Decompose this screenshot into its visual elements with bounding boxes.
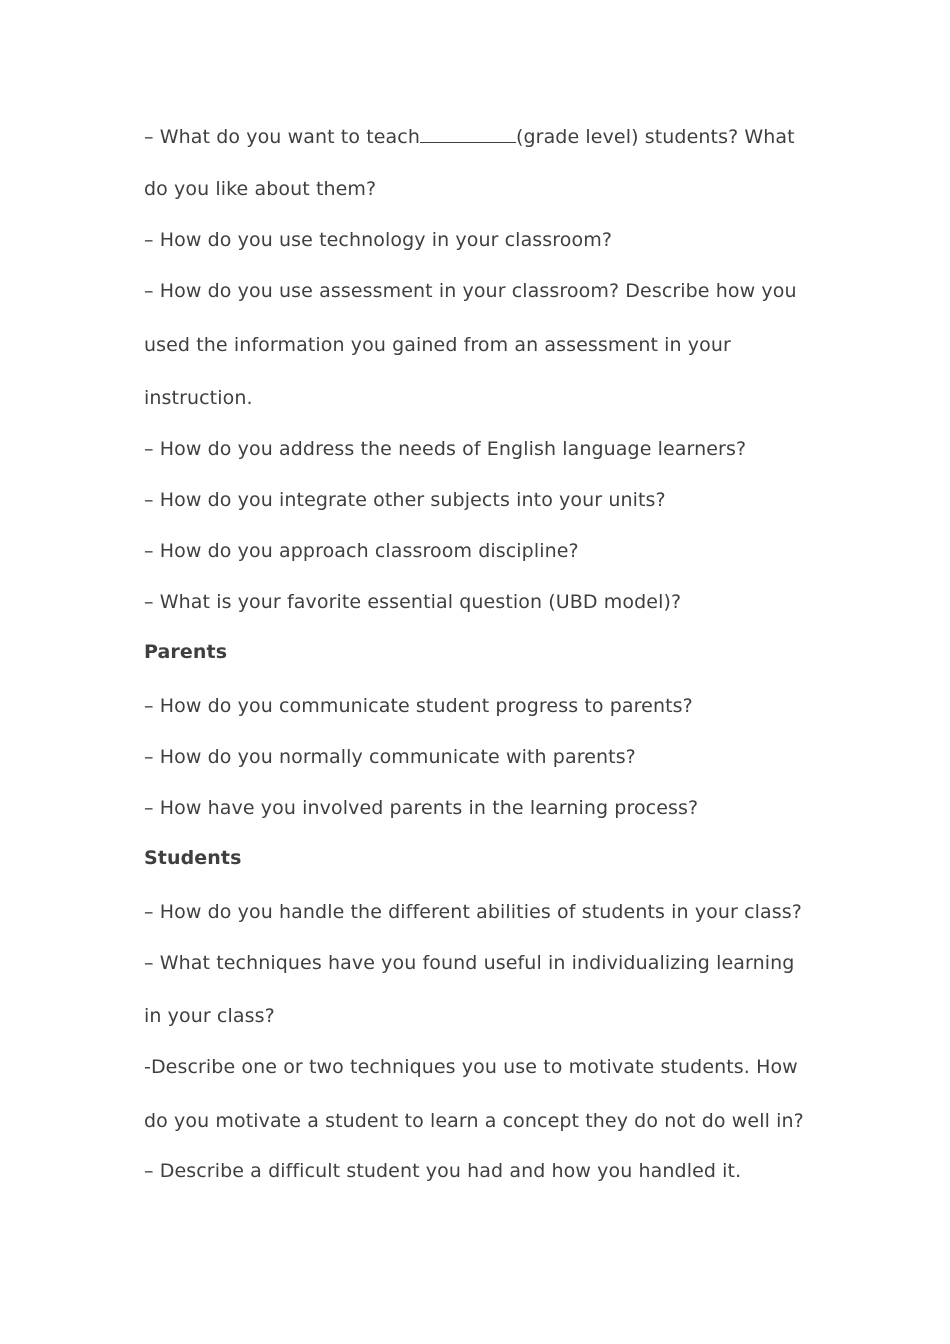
teaching-question-ell: – How do you address the needs of English language learners? (144, 438, 747, 460)
teaching-question-assessment: – How do you use assessment in your classroom? Describe how you (144, 280, 797, 302)
question-text: – What do you want to teach (144, 126, 420, 148)
section-heading-students: Students (144, 847, 242, 869)
students-question-techniques-cont: in your class? (144, 1005, 275, 1027)
teaching-question-grade-level-cont: do you like about them? (144, 178, 377, 200)
question-text: (grade level) students? What (515, 126, 795, 148)
teaching-question-essential: – What is your favorite essential question (UBD model)? (144, 591, 682, 613)
parents-question-progress: – How do you communicate student progress to parents? (144, 695, 693, 717)
teaching-question-assessment-cont: used the information you gained from an assessment in your (144, 334, 731, 356)
section-heading-parents: Parents (144, 641, 228, 663)
teaching-question-grade-level (144, 124, 795, 149)
students-question-techniques: – What techniques have you found useful in individualizing learning (144, 952, 795, 974)
students-question-motivate-cont: do you motivate a student to learn a concept they do not do well in? (144, 1110, 804, 1132)
teaching-question-integrate: – How do you integrate other subjects into your units? (144, 489, 666, 511)
students-question-difficult: – Describe a difficult student you had and how you handled it. (144, 1160, 742, 1182)
parents-question-involved: – How have you involved parents in the learning process? (144, 797, 699, 819)
teaching-question-discipline: – How do you approach classroom discipline? (144, 540, 579, 562)
teaching-question-assessment-cont: instruction. (144, 387, 253, 409)
teaching-question-technology: – How do you use technology in your classroom? (144, 229, 613, 251)
students-question-motivate: -Describe one or two techniques you use to motivate students. How (144, 1056, 798, 1078)
students-question-abilities: – How do you handle the different abilities of students in your class? (144, 901, 802, 923)
parents-question-communicate: – How do you normally communicate with parents? (144, 746, 636, 768)
fill-in-blank (420, 124, 516, 143)
